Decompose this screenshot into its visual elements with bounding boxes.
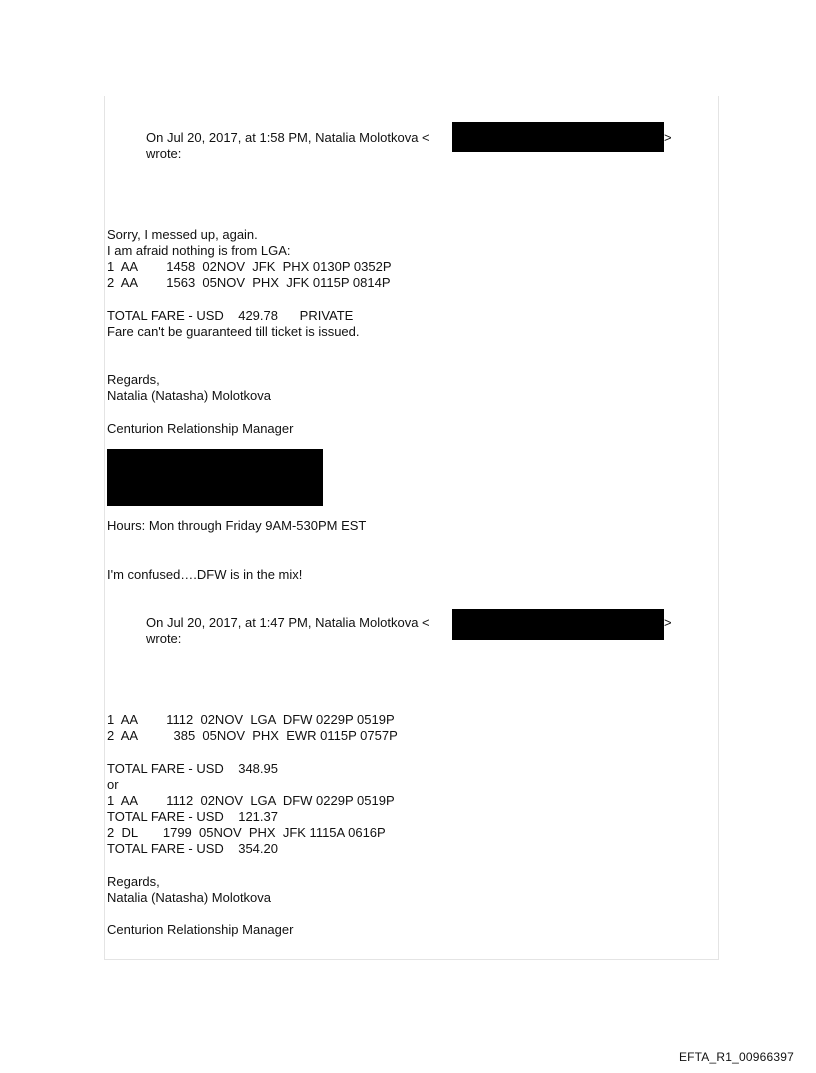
email2-fare-line: TOTAL FARE - USD 348.95 bbox=[107, 761, 278, 776]
email1-regards: Regards, bbox=[107, 372, 160, 387]
email2-fare-line: or bbox=[107, 777, 119, 792]
email1-total-fare: TOTAL FARE - USD 429.78 PRIVATE bbox=[107, 308, 354, 323]
redacted-signature-block bbox=[107, 449, 323, 506]
email1-flight-line: 2 AA 1563 05NOV PHX JFK 0115P 0814P bbox=[107, 275, 391, 290]
email2-flight-line: 2 AA 385 05NOV PHX EWR 0115P 0757P bbox=[107, 728, 398, 743]
document-id-footer: EFTA_R1_00966397 bbox=[678, 1050, 794, 1064]
redacted-email-address bbox=[452, 609, 664, 640]
redacted-email-address bbox=[452, 122, 664, 152]
email1-header-line: On Jul 20, 2017, at 1:58 PM, Natalia Molotkova < bbox=[146, 130, 430, 145]
email1-flight-line: 1 AA 1458 02NOV JFK PHX 0130P 0352P bbox=[107, 259, 392, 274]
email1-body-line: Sorry, I messed up, again. bbox=[107, 227, 258, 242]
email2-signature-name: Natalia (Natasha) Molotkova bbox=[107, 890, 272, 905]
email2-header-close: > bbox=[664, 615, 672, 630]
email2-header-line: On Jul 20, 2017, at 1:47 PM, Natalia Molotkova < bbox=[146, 615, 430, 630]
email1-hours: Hours: Mon through Friday 9AM-530PM EST bbox=[107, 518, 367, 533]
email2-wrote: wrote: bbox=[146, 631, 182, 646]
email2-flight-line: 1 AA 1112 02NOV LGA DFW 0229P 0519P bbox=[107, 712, 395, 727]
email1-signature-title: Centurion Relationship Manager bbox=[107, 421, 294, 436]
reply-text: I'm confused….DFW is in the mix! bbox=[107, 567, 303, 582]
email1-fare-note: Fare can't be guaranteed till ticket is issued. bbox=[107, 324, 360, 339]
email1-wrote: wrote: bbox=[146, 146, 182, 161]
email2-fare-line: 2 DL 1799 05NOV PHX JFK 1115A 0616P bbox=[107, 825, 386, 840]
email2-signature-title: Centurion Relationship Manager bbox=[107, 922, 294, 937]
email1-header-close: > bbox=[664, 130, 672, 145]
email2-fare-line: TOTAL FARE - USD 121.37 bbox=[107, 809, 278, 824]
email1-body-line: I am afraid nothing is from LGA: bbox=[107, 243, 291, 258]
email2-fare-line: TOTAL FARE - USD 354.20 bbox=[107, 841, 278, 856]
email1-signature-name: Natalia (Natasha) Molotkova bbox=[107, 388, 272, 403]
email2-fare-line: 1 AA 1112 02NOV LGA DFW 0229P 0519P bbox=[107, 793, 395, 808]
email2-regards: Regards, bbox=[107, 874, 160, 889]
